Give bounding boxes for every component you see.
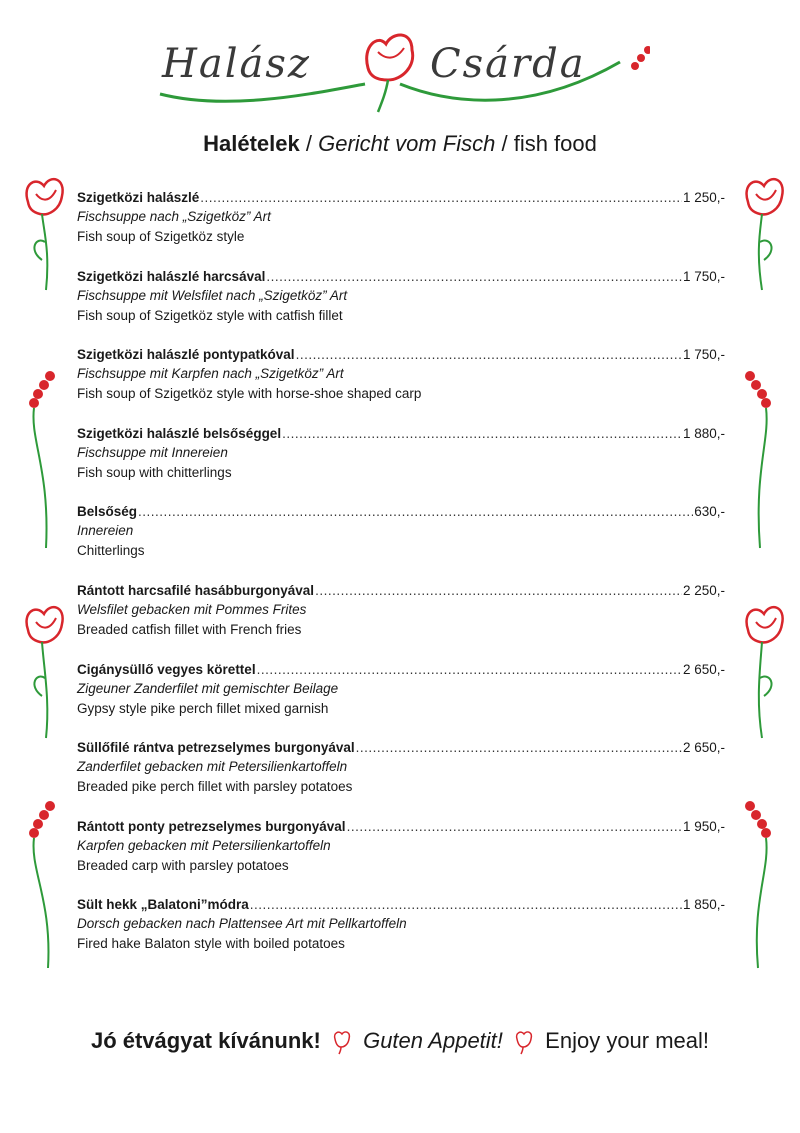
dish-price: 1 250,- xyxy=(682,190,725,205)
tulip-outline-icon xyxy=(513,1029,535,1055)
dish-name: Rántott ponty petrezselymes burgonyával xyxy=(77,818,346,834)
dot-leader xyxy=(138,502,693,521)
dot-leader xyxy=(347,817,682,836)
dish-german: Zigeuner Zanderfilet mit gemischter Beilage xyxy=(77,680,339,696)
menu-item xyxy=(77,267,725,346)
red-berries-icon xyxy=(20,800,80,970)
dish-price: 2 650,- xyxy=(682,740,725,756)
dot-leader xyxy=(250,895,682,914)
dish-price: 2 650,- xyxy=(682,661,725,677)
dish-german: Zanderfilet gebacken mit Petersilienkartoffeln xyxy=(77,759,348,775)
dish-name: Sült hekk „Balatoni”módra xyxy=(77,897,249,913)
page-title xyxy=(0,131,800,157)
dish-name: Szigetközi halászlé harcsával xyxy=(77,268,266,284)
dish-english: Fish soup of Szigetköz style xyxy=(77,229,245,244)
dish-english: Breaded catfish fillet with French fries xyxy=(77,621,302,637)
dish-german: Fischsuppe mit Welsfilet nach „Szigetköz” Art xyxy=(77,287,348,303)
dish-english: Fish soup of Szigetköz style with catfish fillet xyxy=(77,307,343,323)
dish-name: Szigetközi halászlé pontypatkóval xyxy=(77,347,295,363)
title-separator: / xyxy=(495,131,514,156)
red-berries-icon xyxy=(730,370,790,550)
red-berries-icon xyxy=(730,800,790,970)
dish-name: Szigetközi halászlé belsőséggel xyxy=(77,425,282,441)
dish-name: Belsőség xyxy=(77,504,138,520)
logo-word-halasz: Halász xyxy=(162,41,311,87)
dot-leader xyxy=(200,188,682,207)
tulip-flower-icon xyxy=(734,172,794,292)
dot-leader xyxy=(315,581,682,600)
tulip-flower-icon xyxy=(14,600,74,740)
dish-price: 1 750,- xyxy=(682,347,725,363)
title-hungarian: Halételek xyxy=(203,131,300,156)
dish-name: Szigetközi halászlé xyxy=(77,190,200,205)
dish-german: Karpfen gebacken mit Petersilienkartoffeln xyxy=(77,837,331,853)
dish-name: Süllőfilé rántva petrezselymes burgonyával xyxy=(77,740,355,756)
dish-german: Fischsuppe mit Karpfen nach „Szigetköz” Art xyxy=(77,366,344,382)
menu-list xyxy=(77,188,725,974)
dish-german: Dorsch gebacken nach Plattensee Art mit Pellkartoffeln xyxy=(77,916,407,932)
dish-english: Breaded carp with parsley potatoes xyxy=(77,857,289,873)
title-german: Gericht vom Fisch xyxy=(318,131,496,156)
red-berries-icon xyxy=(20,370,80,550)
title-english: fish food xyxy=(513,131,597,156)
dish-english: Fish soup of Szigetköz style with horse-shoe shaped carp xyxy=(77,386,422,402)
footer-greeting xyxy=(0,1028,800,1055)
dish-german: Fischsuppe nach „Szigetköz” Art xyxy=(77,209,271,224)
tulip-flower-icon xyxy=(14,172,74,292)
dish-price: 1 850,- xyxy=(682,897,725,913)
dot-leader xyxy=(356,738,682,757)
red-berries-icon xyxy=(631,38,650,70)
menu-item xyxy=(77,660,725,739)
dish-english: Fish soup with chitterlings xyxy=(77,464,232,480)
menu-item xyxy=(77,817,725,896)
title-separator: / xyxy=(299,131,319,156)
menu-item xyxy=(77,188,725,267)
dish-name: Cigánysüllő vegyes körettel xyxy=(77,661,256,677)
dish-english: Fired hake Balaton style with boiled potatoes xyxy=(77,936,345,952)
restaurant-logo xyxy=(150,22,650,122)
dish-price: 2 250,- xyxy=(682,582,725,598)
menu-item xyxy=(77,738,725,817)
dish-english: Gypsy style pike perch fillet mixed garnish xyxy=(77,700,329,716)
dot-leader xyxy=(266,267,682,286)
footer-german: Guten Appetit! xyxy=(363,1028,503,1053)
footer-english: Enjoy your meal! xyxy=(545,1028,710,1053)
menu-item xyxy=(77,345,725,424)
footer-hungarian: Jó étvágyat kívánunk! xyxy=(90,1028,321,1053)
menu-item xyxy=(77,581,725,660)
tulip-flower-icon xyxy=(734,600,794,740)
dot-leader xyxy=(282,424,682,443)
logo-word-csarda: Csárda xyxy=(430,41,586,87)
menu-item xyxy=(77,502,725,581)
dish-german: Innereien xyxy=(77,523,134,539)
dish-german: Welsfilet gebacken mit Pommes Frites xyxy=(77,601,307,617)
dish-english: Breaded pike perch fillet with parsley potatoes xyxy=(77,779,353,795)
dish-english: Chitterlings xyxy=(77,543,145,559)
dish-price: 1 950,- xyxy=(682,818,725,834)
menu-item xyxy=(77,895,725,974)
dish-price: 630,- xyxy=(694,504,725,520)
dot-leader xyxy=(296,345,682,364)
dish-price: 1 750,- xyxy=(682,268,725,284)
dish-name: Rántott harcsafilé hasábburgonyával xyxy=(77,582,315,598)
tulip-outline-icon xyxy=(331,1029,353,1055)
dish-german: Fischsuppe mit Innereien xyxy=(77,444,228,460)
dot-leader xyxy=(257,660,682,679)
tulip-logo-icon xyxy=(367,35,413,112)
menu-item xyxy=(77,424,725,503)
dish-price: 1 880,- xyxy=(682,425,725,441)
